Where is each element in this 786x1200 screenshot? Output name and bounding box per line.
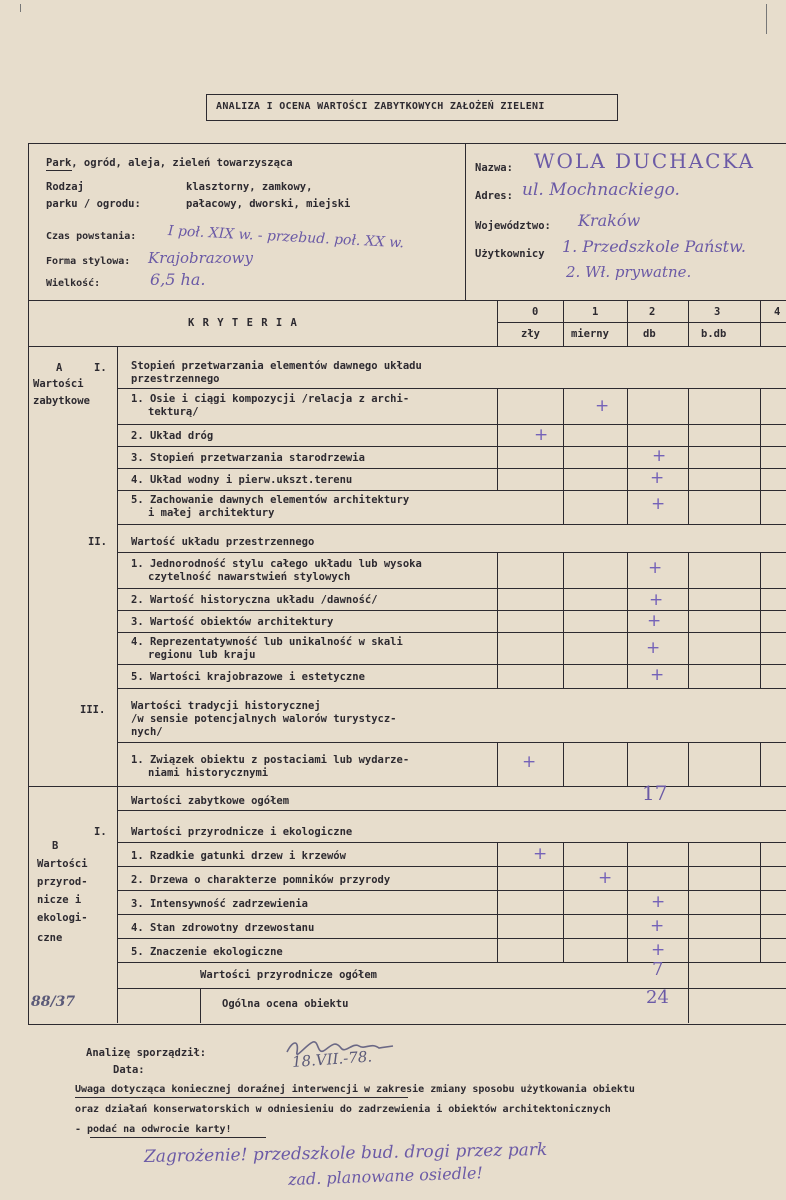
forma-value: Krajobrazowy xyxy=(148,249,253,267)
col-line-3 xyxy=(688,552,689,688)
page-reference: 88/37 xyxy=(31,994,76,1010)
uzytkownicy-value-2: 2. Wł. prywatne. xyxy=(566,263,692,281)
col-line-3 xyxy=(688,388,689,524)
mark-a2-1: + xyxy=(648,558,663,578)
criteria-bottom-rule xyxy=(28,346,786,347)
item-b1-4: 4. Stan zdrowotny drzewostanu xyxy=(131,922,315,934)
rule xyxy=(117,962,786,963)
col-3-name: b.db xyxy=(701,328,727,340)
section-b-letter: B xyxy=(52,840,59,852)
col-line-0 xyxy=(497,842,498,962)
item-b1-3: 3. Intensywność zadrzewienia xyxy=(131,898,309,910)
item-a2-1-l2: czytelność nawarstwień stylowych xyxy=(148,571,351,583)
roman-b1: I. xyxy=(94,826,107,838)
group-a3-title-1: Wartości tradycji historycznej xyxy=(131,700,321,712)
wielkosc-label: Wielkość: xyxy=(46,278,101,289)
rodzaj-label: Rodzaj xyxy=(46,181,84,193)
col-line-1 xyxy=(563,742,564,786)
rule xyxy=(117,688,786,689)
nazwa-label: Nazwa: xyxy=(475,162,513,174)
total-zabytkowe-value: 17 xyxy=(642,781,668,805)
col-line-4 xyxy=(760,552,761,688)
col-sep-3 xyxy=(688,300,689,346)
section-b-name-4: ekologi- xyxy=(37,912,88,924)
rule xyxy=(117,890,786,891)
section-a-name-1: Wartości xyxy=(33,378,84,390)
uwaga-underline-2 xyxy=(90,1137,266,1138)
wojewodztwo-value: Kraków xyxy=(578,211,641,230)
rule xyxy=(117,490,786,491)
col-2-num: 2 xyxy=(649,306,656,318)
item-a3-1-l1: 1. Związek obiektu z postaciami lub wydarze- xyxy=(131,754,410,766)
corner-mark-right xyxy=(766,4,767,34)
rodzaj-label-2: parku / ogrodu: xyxy=(46,198,141,210)
rule xyxy=(117,610,786,611)
date-value: 18.VII.-78. xyxy=(291,1047,373,1071)
ogolna-label: Ogólna ocena obiektu xyxy=(222,998,349,1010)
item-a2-4-l1: 4. Reprezentatywność lub unikalność w skali xyxy=(131,636,403,648)
section-b-name-5: czne xyxy=(37,932,63,944)
mark-b1-5: + xyxy=(651,940,666,960)
col-1-num: 1 xyxy=(592,306,599,318)
col-3-num: 3 xyxy=(714,306,721,318)
mark-b1-1: + xyxy=(533,844,548,864)
section-b-name-2: przyrod- xyxy=(37,876,88,888)
group-a3-title-3: nych/ xyxy=(131,726,163,738)
forma-label: Forma stylowa: xyxy=(46,256,131,267)
note-line-1: Zagrożenie! przedszkole bud. drogi przez park xyxy=(143,1139,548,1167)
item-a2-4-l2: regionu lub kraju xyxy=(148,649,256,661)
col-sep-4 xyxy=(760,300,761,346)
item-a2-5: 5. Wartości krajobrazowe i estetyczne xyxy=(131,671,365,683)
total-col-line xyxy=(688,988,689,1023)
col-line-3 xyxy=(688,742,689,786)
rodzaj-options-2: pałacowy, dworski, miejski xyxy=(186,198,351,210)
adres-value: ul. Mochnackiego. xyxy=(522,180,680,200)
item-a1-1-l1: 1. Osie i ciągi kompozycji /relacja z archi- xyxy=(131,393,410,405)
mark-a1-3: + xyxy=(652,446,667,466)
total-col-line xyxy=(688,962,689,988)
uwaga-underline xyxy=(75,1097,408,1098)
item-a1-5-l1: 5. Zachowanie dawnych elementów architektury xyxy=(131,494,410,506)
rule xyxy=(117,810,786,811)
ab-separator xyxy=(28,786,117,787)
rule xyxy=(117,588,786,589)
section-b-name-3: nicze i xyxy=(37,894,82,906)
uzytkownicy-label: Użytkownicy xyxy=(475,248,545,260)
col-line-1 xyxy=(563,388,564,524)
section-divider xyxy=(117,346,118,1023)
item-b1-2: 2. Drzewa o charakterze pomników przyrody xyxy=(131,874,391,886)
park-types: Park, ogród, aleja, zieleń towarzysząca xyxy=(46,157,293,169)
wielkosc-value: 6,5 ha. xyxy=(150,270,206,289)
col-2-name: db xyxy=(643,328,656,340)
kryteria-label: K R Y T E R I A xyxy=(188,317,298,329)
group-b1-title: Wartości przyrodnicze i ekologiczne xyxy=(131,826,353,838)
header-divider xyxy=(465,143,466,300)
section-b-name-1: Wartości xyxy=(37,858,88,870)
note-line-2: zad. planowane osiedle! xyxy=(287,1163,484,1189)
rule xyxy=(117,914,786,915)
col-line-4 xyxy=(760,842,761,962)
roman-a1: I. xyxy=(94,362,107,374)
group-a3-title-2: /w sensie potencjalnych walorów turystycz- xyxy=(131,713,397,725)
total-przyrodnicze-value: 7 xyxy=(652,959,664,980)
header-bottom-rule xyxy=(28,300,786,301)
page-title: ANALIZA I OCENA WARTOŚCI ZABYTKOWYCH ZAŁOŻEŃ ZIELENI xyxy=(216,101,545,112)
rule xyxy=(117,468,786,469)
mark-a2-5: + xyxy=(650,665,665,685)
rule xyxy=(117,632,786,633)
col-line-4 xyxy=(760,388,761,524)
mark-a2-2: + xyxy=(649,590,664,610)
rule xyxy=(117,446,786,447)
rule xyxy=(117,552,786,553)
rule xyxy=(117,842,786,843)
rule xyxy=(117,424,786,425)
criteria-mid-rule xyxy=(497,322,786,323)
mark-a1-1: + xyxy=(595,396,610,416)
col-0-num: 0 xyxy=(532,306,539,318)
ogolna-value: 24 xyxy=(646,987,669,1008)
col-line-4 xyxy=(760,742,761,786)
col-sep-1 xyxy=(563,300,564,346)
col-line-1 xyxy=(563,552,564,688)
corner-mark-left xyxy=(20,4,21,12)
item-a3-1-l2: niami historycznymi xyxy=(148,767,269,779)
group-a1-title-1: Stopień przetwarzania elementów dawnego układu xyxy=(131,360,422,372)
section-a-letter: A xyxy=(56,362,63,374)
mark-a2-3: + xyxy=(647,611,662,631)
section-a-name-2: zabytkowe xyxy=(33,395,90,407)
col-line-2 xyxy=(627,552,628,688)
rule xyxy=(117,742,786,743)
col-line-2 xyxy=(627,388,628,524)
rule xyxy=(117,388,786,389)
item-b1-1: 1. Rzadkie gatunki drzew i krzewów xyxy=(131,850,346,862)
mark-a2-4: + xyxy=(646,638,661,658)
park-underline xyxy=(46,170,72,171)
roman-a2: II. xyxy=(88,536,107,548)
mark-a3-1: + xyxy=(522,752,537,772)
data-label: Data: xyxy=(113,1064,145,1076)
item-a1-1-l2: tekturą/ xyxy=(148,406,199,418)
rule xyxy=(117,938,786,939)
mark-a1-4: + xyxy=(650,468,665,488)
col-line-2 xyxy=(627,842,628,962)
czas-label: Czas powstania: xyxy=(46,231,137,242)
col-line-0 xyxy=(497,552,498,688)
uwaga-line-2: oraz działań konserwatorskich w odniesieniu do zadrzewienia i obiektów architektonicznych xyxy=(75,1104,611,1115)
uwaga-line-1: Uwaga dotycząca koniecznej doraźnej interwencji w zakresie zmiany sposobu użytkowania obiektu xyxy=(75,1084,635,1095)
rule xyxy=(117,664,786,665)
item-a1-2: 2. Układ dróg xyxy=(131,430,214,442)
col-sep-2 xyxy=(627,300,628,346)
rodzaj-options-1: klasztorny, zamkowy, xyxy=(186,181,313,193)
item-a2-1-l1: 1. Jednorodność stylu całego układu lub wysoka xyxy=(131,558,422,570)
rule xyxy=(117,866,786,867)
total-przyrodnicze-label: Wartości przyrodnicze ogółem xyxy=(200,969,378,981)
item-b1-5: 5. Znaczenie ekologiczne xyxy=(131,946,283,958)
item-a1-4: 4. Układ wodny i pierw.ukszt.terenu xyxy=(131,474,353,486)
uwaga-line-3: - podać na odwrocie karty! xyxy=(75,1124,232,1135)
criteria-col-sep xyxy=(497,300,498,346)
item-a2-3: 3. Wartość obiektów architektury xyxy=(131,616,334,628)
mark-a1-5: + xyxy=(651,494,666,514)
item-a1-3: 3. Stopień przetwarzania starodrzewia xyxy=(131,452,365,464)
group-a1-title-2: przestrzennego xyxy=(131,373,220,385)
wojewodztwo-label: Województwo: xyxy=(475,220,551,232)
mark-b1-4: + xyxy=(650,916,665,936)
col-0-name: zły xyxy=(521,328,540,340)
item-a1-5-l2: i małej architektury xyxy=(148,507,275,519)
ogolna-left-line xyxy=(200,988,201,1023)
rule xyxy=(117,988,786,989)
adres-label: Adres: xyxy=(475,190,513,202)
uzytkownicy-value-1: 1. Przedszkole Państw. xyxy=(562,237,746,256)
col-line-0 xyxy=(497,388,498,490)
roman-a3: III. xyxy=(80,704,106,716)
mark-b1-2: + xyxy=(598,868,613,888)
item-a2-2: 2. Wartość historyczna układu /dawność/ xyxy=(131,594,378,606)
rule xyxy=(117,786,786,787)
col-line-1 xyxy=(563,842,564,962)
group-a2-title: Wartość układu przestrzennego xyxy=(131,536,315,548)
mark-b1-3: + xyxy=(651,892,666,912)
rule xyxy=(117,524,786,525)
col-1-name: mierny xyxy=(571,328,609,340)
col-line-0 xyxy=(497,742,498,786)
mark-a1-2: + xyxy=(534,425,549,445)
col-line-2 xyxy=(627,742,628,786)
czas-value: I poł. XIX w. - przebud. poł. XX w. xyxy=(167,223,405,252)
analize-label: Analizę sporządził: xyxy=(86,1047,207,1059)
col-line-3 xyxy=(688,842,689,962)
total-zabytkowe-label: Wartości zabytkowe ogółem xyxy=(131,795,290,807)
col-4-num: 4 xyxy=(774,306,781,318)
nazwa-value: WOLA DUCHACKA xyxy=(534,149,755,173)
